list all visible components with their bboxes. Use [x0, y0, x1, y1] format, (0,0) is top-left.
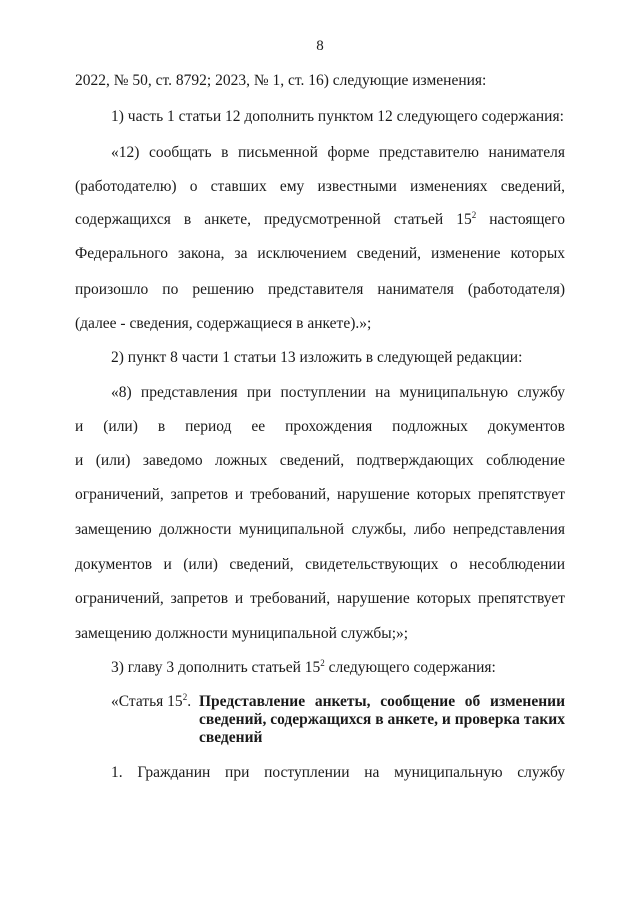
text-line	[75, 210, 565, 230]
article-title	[199, 693, 565, 747]
text-line: документов и (или) сведений, свидетельствующих о несоблюдении	[75, 556, 565, 573]
text-line: 1) часть 1 статьи 12 дополнить пунктом 12 следующего содержания:	[111, 108, 564, 125]
text-line: 2022, № 50, ст. 8792; 2023, № 1, ст. 16) следующие изменения:	[75, 72, 487, 89]
text-line: 1. Гражданин при поступлении на муниципальную службу	[111, 764, 565, 781]
text-line: «8) представления при поступлении на муниципальную службу	[111, 384, 565, 401]
line-text: .	[187, 693, 192, 710]
text-line: (работодателю) о ставших ему известными изменениях сведений,	[75, 178, 565, 195]
line-text: настоящего	[476, 211, 565, 228]
article-title-line: сведений, содержащихся в анкете, и проверка таких	[199, 711, 565, 728]
superscript: 2	[320, 658, 325, 668]
line-text: «Статья 15	[111, 693, 183, 710]
text-line: «12) сообщать в письменной форме представителю нанимателя	[111, 144, 565, 161]
text-line: Федерального закона, за исключением сведений, изменение которых	[75, 245, 565, 262]
text-line: 2) пункт 8 части 1 статьи 13 изложить в следующей редакции:	[111, 349, 523, 366]
text-line: и (или) заведомо ложных сведений, подтверждающих соблюдение	[75, 452, 565, 469]
article-title-line: Представление анкеты, сообщение об изменении	[199, 693, 565, 710]
text-line: ограничений, запретов и требований, нарушение которых препятствует	[75, 590, 565, 607]
text-line: ограничений, запретов и требований, нарушение которых препятствует	[75, 486, 565, 503]
line-text: 3) главу 3 дополнить статьей 15	[111, 659, 321, 676]
text-line: замещению должности муниципальной службы;»;	[75, 625, 409, 642]
text-line	[111, 658, 565, 678]
text-line: замещению должности муниципальной службы, либо непредставления	[75, 521, 565, 538]
text-line: и (или) в период ее прохождения подложных документов	[75, 418, 565, 435]
article-title-line: сведений	[199, 729, 263, 746]
line-text: следующего содержания:	[324, 659, 496, 676]
text-line: произошло по решению представителя нанимателя (работодателя)	[75, 281, 565, 298]
superscript: 2	[182, 692, 188, 702]
superscript: 2	[471, 210, 477, 220]
text-line: (далее - сведения, содержащиеся в анкете).»;	[75, 315, 372, 332]
article-number	[111, 692, 191, 712]
page-number: 8	[316, 38, 324, 54]
line-text: содержащихся в анкете, предусмотренной статьей 15	[75, 211, 472, 228]
